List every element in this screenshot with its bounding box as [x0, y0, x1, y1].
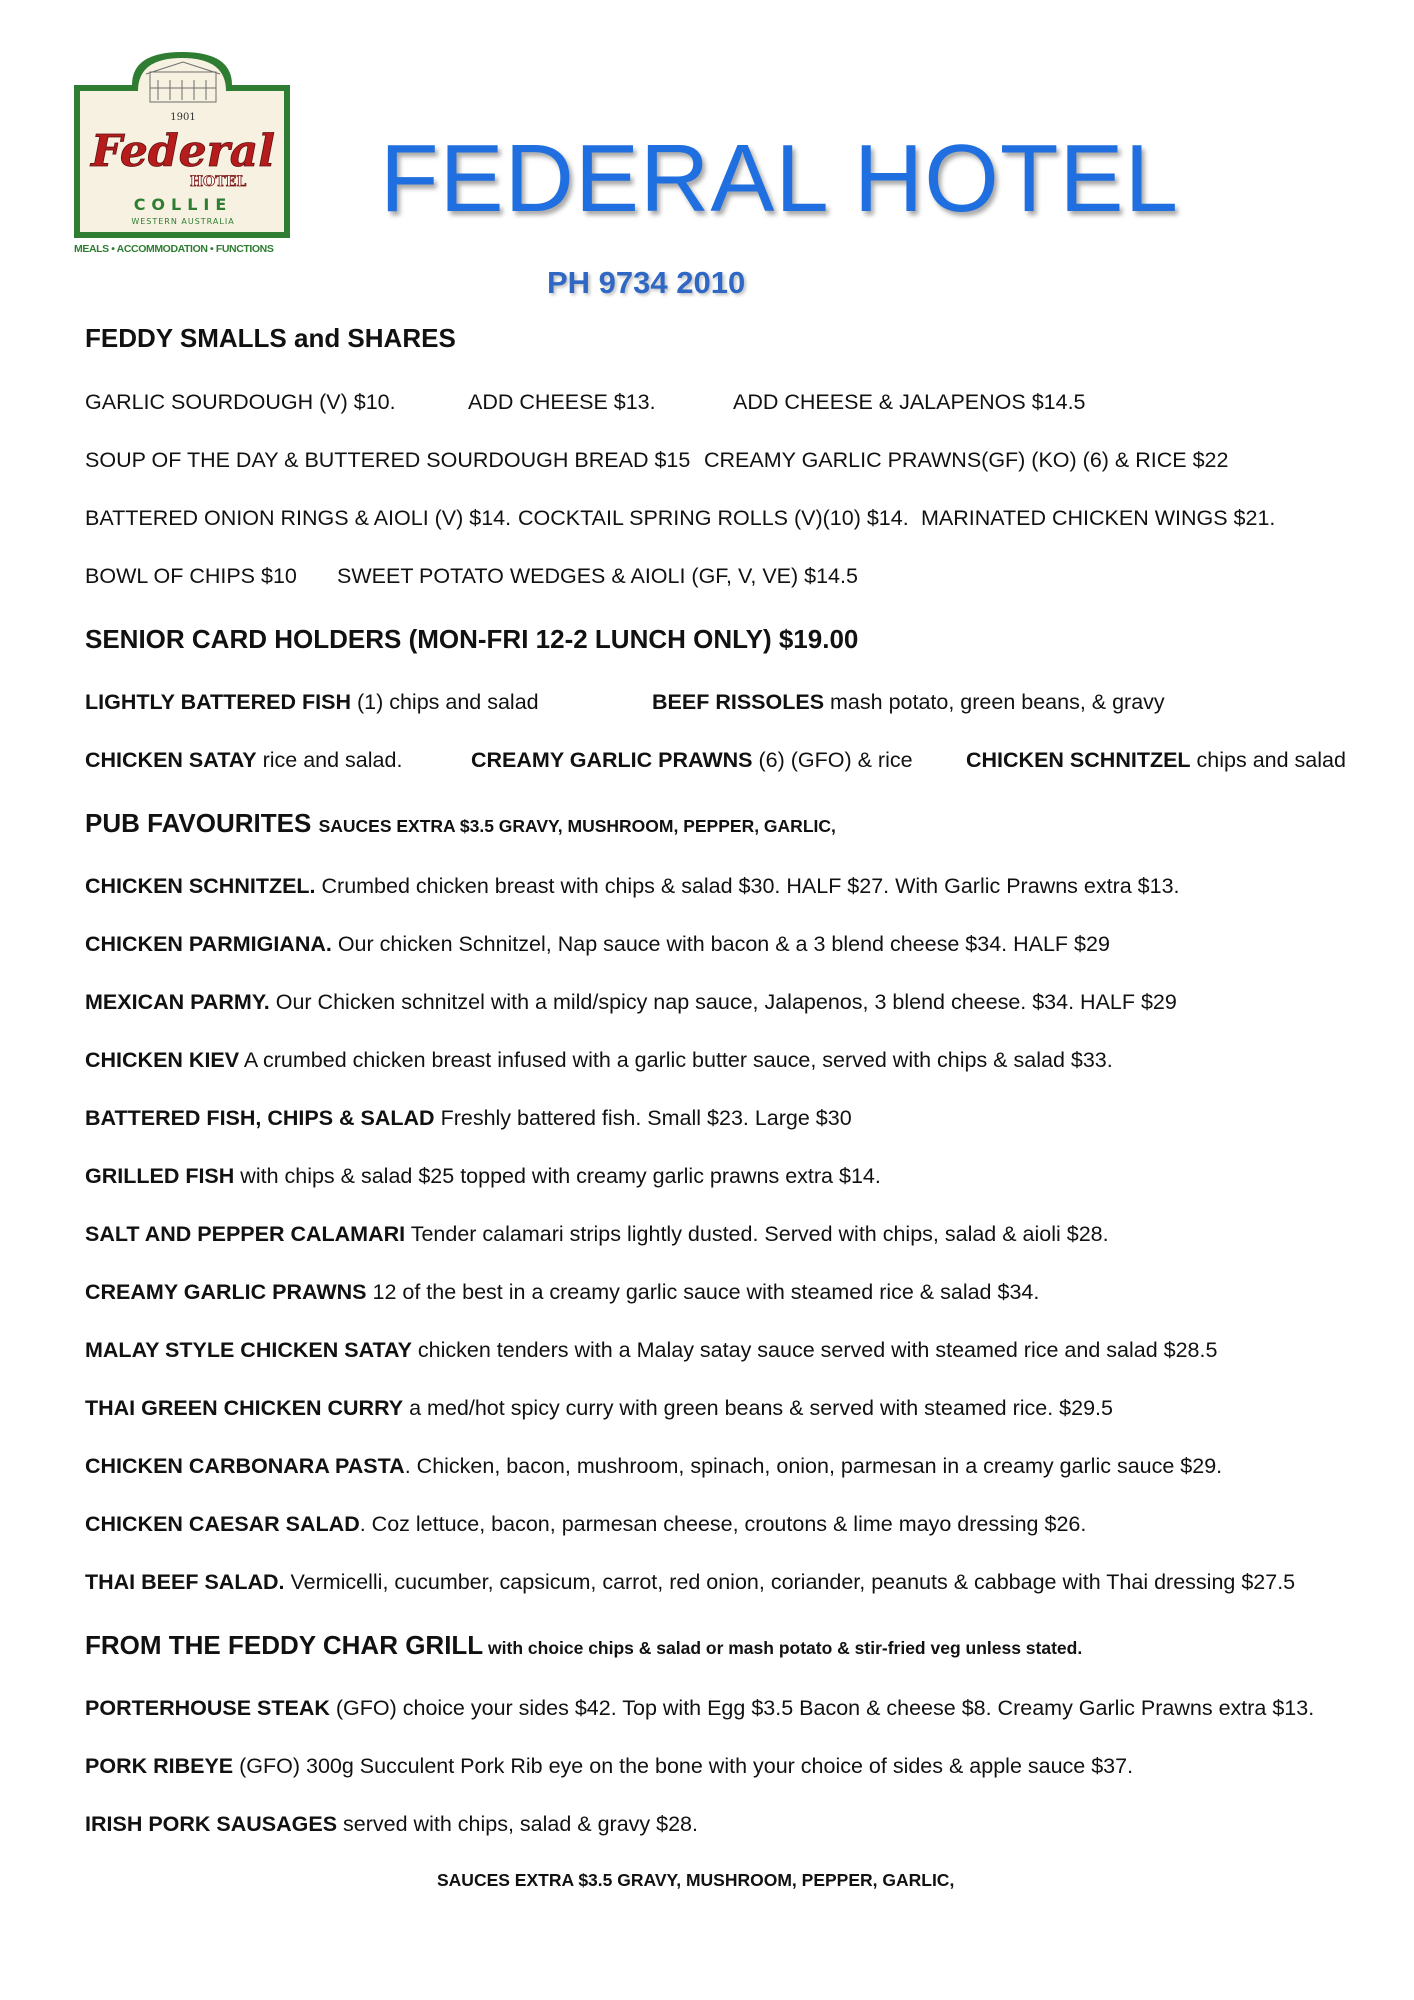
- senior-heading: SENIOR CARD HOLDERS (MON-FRI 12-2 LUNCH ONLY) $19.00: [85, 624, 859, 654]
- menu-item: COCKTAIL SPRING ROLLS (V)(10) $14.: [518, 506, 909, 530]
- menu-item: MARINATED CHICKEN WINGS $21.: [921, 506, 1276, 530]
- menu-item: SALT AND PEPPER CALAMARI Tender calamari strips lightly dusted. Served with chips, salad & aioli $28.: [85, 1222, 1109, 1246]
- hotel-logo: [72, 50, 302, 260]
- menu-item: LIGHTLY BATTERED FISH (1) chips and salad: [85, 690, 539, 714]
- svg-text:HOTEL: HOTEL: [189, 174, 247, 190]
- svg-text:COLLIE: COLLIE: [133, 195, 233, 214]
- phone-number: PH 9734 2010: [547, 265, 746, 300]
- menu-item: MALAY STYLE CHICKEN SATAY chicken tenders with a Malay satay sauce served with steamed rice and salad $28.5: [85, 1338, 1218, 1362]
- smalls-heading: FEDDY SMALLS and SHARES: [85, 323, 456, 353]
- svg-text:1901: 1901: [170, 112, 196, 123]
- menu-item: CHICKEN PARMIGIANA. Our chicken Schnitzel, Nap sauce with bacon & a 3 blend cheese $34. HALF $29: [85, 932, 1110, 956]
- menu-item: CHICKEN CARBONARA PASTA. Chicken, bacon, mushroom, spinach, onion, parmesan in a creamy garlic sauce $29.: [85, 1454, 1223, 1478]
- footer-sauces-note: SAUCES EXTRA $3.5 GRAVY, MUSHROOM, PEPPER, GARLIC,: [437, 1870, 955, 1890]
- menu-item: ADD CHEESE & JALAPENOS $14.5: [733, 390, 1086, 414]
- menu-item: GRILLED FISH with chips & salad $25 topped with creamy garlic prawns extra $14.: [85, 1164, 881, 1188]
- grill-heading: FROM THE FEDDY CHAR GRILL with choice chips & salad or mash potato & stir-fried veg unless stated.: [85, 1630, 1083, 1660]
- menu-item: CHICKEN SCHNITZEL. Crumbed chicken breast with chips & salad $30. HALF $27. With Garlic Prawns extra $13.: [85, 874, 1180, 898]
- menu-item: BEEF RISSOLES mash potato, green beans, & gravy: [652, 690, 1165, 714]
- menu-item: SOUP OF THE DAY & BUTTERED SOURDOUGH BREAD $15: [85, 448, 691, 472]
- menu-item: SWEET POTATO WEDGES & AIOLI (GF, V, VE) $14.5: [337, 564, 858, 588]
- menu-item: CREAMY GARLIC PRAWNS (6) (GFO) & rice: [471, 748, 913, 772]
- menu-item: CHICKEN SATAY rice and salad.: [85, 748, 403, 772]
- svg-text:WESTERN AUSTRALIA: WESTERN AUSTRALIA: [131, 217, 235, 226]
- pub-heading-sauces: SAUCES EXTRA $3.5 GRAVY, MUSHROOM, PEPPER, GARLIC,: [318, 816, 836, 836]
- menu-item: ADD CHEESE $13.: [468, 390, 656, 414]
- menu-item: BATTERED ONION RINGS & AIOLI (V) $14.: [85, 506, 512, 530]
- logo-tagline: MEALS • ACCOMMODATION • FUNCTIONS: [74, 243, 274, 255]
- menu-item: THAI BEEF SALAD. Vermicelli, cucumber, capsicum, carrot, red onion, coriander, peanuts & cabbage with Thai dressing $27.5: [85, 1570, 1296, 1594]
- menu-item: CREAMY GARLIC PRAWNS 12 of the best in a creamy garlic sauce with steamed rice & salad $34.: [85, 1280, 1040, 1304]
- page-title: FEDERAL HOTEL: [380, 125, 1179, 232]
- menu-item: BATTERED FISH, CHIPS & SALAD Freshly battered fish. Small $23. Large $30: [85, 1106, 852, 1130]
- menu-item: IRISH PORK SAUSAGES served with chips, salad & gravy $28.: [85, 1812, 698, 1836]
- menu-item: GARLIC SOURDOUGH (V) $10.: [85, 390, 396, 414]
- menu-item: CHICKEN SCHNITZEL chips and salad: [966, 748, 1346, 772]
- menu-item: THAI GREEN CHICKEN CURRY a med/hot spicy curry with green beans & served with steamed rice. $29.5: [85, 1396, 1113, 1420]
- logo-emblem: [72, 50, 302, 245]
- menu-item: PORK RIBEYE (GFO) 300g Succulent Pork Rib eye on the bone with your choice of sides & apple sauce $37.: [85, 1754, 1134, 1778]
- menu-item: MEXICAN PARMY. Our Chicken schnitzel with a mild/spicy nap sauce, Jalapenos, 3 blend cheese. $34. HALF $29: [85, 990, 1177, 1014]
- menu-item: CHICKEN CAESAR SALAD. Coz lettuce, bacon, parmesan cheese, croutons & lime mayo dressing $26.: [85, 1512, 1087, 1536]
- pub-heading: PUB FAVOURITES SAUCES EXTRA $3.5 GRAVY, MUSHROOM, PEPPER, GARLIC,: [85, 808, 836, 838]
- menu-item: BOWL OF CHIPS $10: [85, 564, 297, 588]
- menu-item: PORTERHOUSE STEAK (GFO) choice your sides $42. Top with Egg $3.5 Bacon & cheese $8. Creamy Garlic Prawns extra $13.: [85, 1696, 1315, 1720]
- menu-item: CHICKEN KIEV A crumbed chicken breast infused with a garlic butter sauce, served with chips & salad $33.: [85, 1048, 1113, 1072]
- menu-item: CREAMY GARLIC PRAWNS(GF) (KO) (6) & RICE $22: [704, 448, 1229, 472]
- svg-text:Federal: Federal: [91, 126, 275, 177]
- grill-heading-note: with choice chips & salad or mash potato & stir-fried veg unless stated.: [483, 1638, 1083, 1658]
